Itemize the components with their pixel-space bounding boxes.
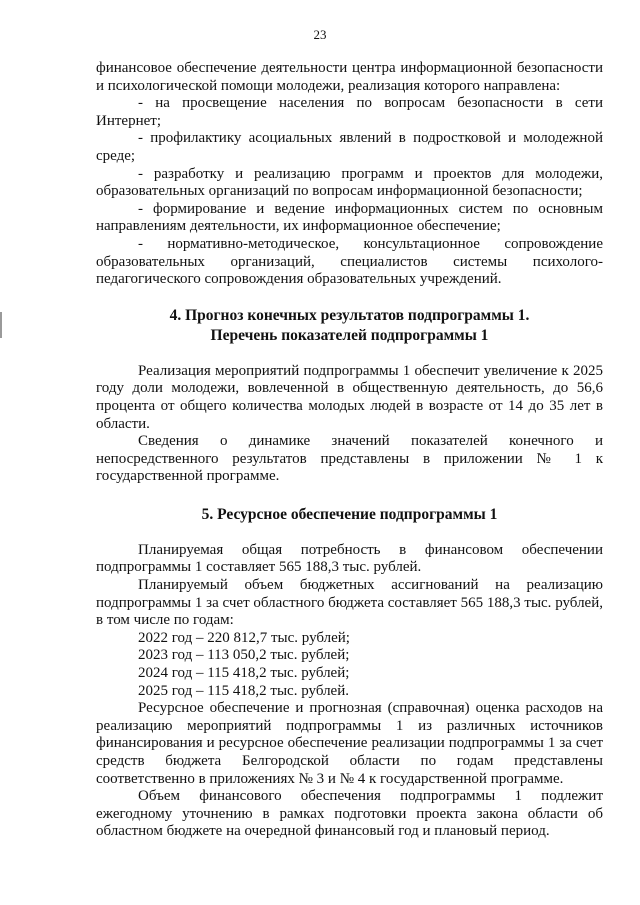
section-5-paragraph-budget: Планируемый объем бюджетных ассигнований на реализацию подпрограммы 1 за счет областного бюджета составляет 565 188,3 тыс. рублей, в том числе по годам:	[96, 577, 603, 629]
section-5-paragraph-total-need: Планируемая общая потребность в финансовом обеспечении подпрограммы 1 составляет 565 188,3 тыс. рублей.	[96, 541, 603, 576]
document-body	[96, 60, 603, 841]
list-item-methodical-support: - нормативно-методическое, консультационное сопровождение образовательных организаций, специалистов системы психолого-педагогического сопровождения образовательных учреждений.	[96, 235, 603, 288]
list-item-programs: - разработку и реализацию программ и проектов для молодежи, образовательных организаций по вопросам информационной безопасности;	[96, 165, 603, 200]
year-2023-amount: 2023 год – 113 050,2 тыс. рублей;	[138, 647, 350, 664]
section-4-paragraph-results: Реализация мероприятий подпрограммы 1 обеспечит увеличение к 2025 году доли молодежи, вовлеченной в общественную деятельность, до 56,6 процента от общего количества молодых людей в возрасте от 14 до 35 лет в области.	[96, 362, 603, 432]
section-4-heading-line1: 4. Прогноз конечных результатов подпрограммы 1.	[169, 306, 530, 324]
year-2022-amount: 2022 год – 220 812,7 тыс. рублей;	[138, 629, 350, 646]
section-5-heading: 5. Ресурсное обеспечение подпрограммы 1	[201, 505, 498, 523]
list-item-information-systems: - формирование и ведение информационных систем по основным направлениям деятельности, их информационное обеспечение;	[96, 200, 603, 235]
scan-artifact-mark	[0, 312, 2, 338]
year-2024-amount: 2024 год – 115 418,2 тыс. рублей;	[138, 665, 350, 682]
year-2025-amount: 2025 год – 115 418,2 тыс. рублей.	[138, 682, 349, 699]
section-5-paragraph-annual-update: Объем финансового обеспечения подпрограммы 1 подлежит ежегодному уточнению в рамках подготовки проекта закона области об областном бюджете на очередной финансовый год и плановый период.	[96, 788, 603, 840]
list-item-prevention: - профилактику асоциальных явлений в подростковой и молодежной среде;	[96, 130, 603, 164]
section-4-heading-line2: Перечень показателей подпрограммы 1	[210, 326, 489, 344]
section-4-paragraph-indicators: Сведения о динамике значений показателей конечного и непосредственного результатов представлены в приложении № 1 к государственной программе.	[96, 433, 603, 485]
section-5-paragraph-resources: Ресурсное обеспечение и прогнозная (справочная) оценка расходов на реализацию мероприятий подпрограммы 1 из различных источников финансирования и ресурсное обеспечение реализации подпрограммы 1 за счет средств бюджета Белгородской области по годам представлены соответственно в приложениях № 3 и № 4 к государственной программе.	[96, 700, 603, 787]
page-number: 23	[313, 27, 327, 42]
list-item-internet-safety: - на просвещение населения по вопросам безопасности в сети Интернет;	[96, 95, 603, 129]
intro-paragraph: финансовое обеспечение деятельности центра информационной безопасности и психологической помощи молодежи, реализация которого направлена:	[96, 60, 603, 94]
